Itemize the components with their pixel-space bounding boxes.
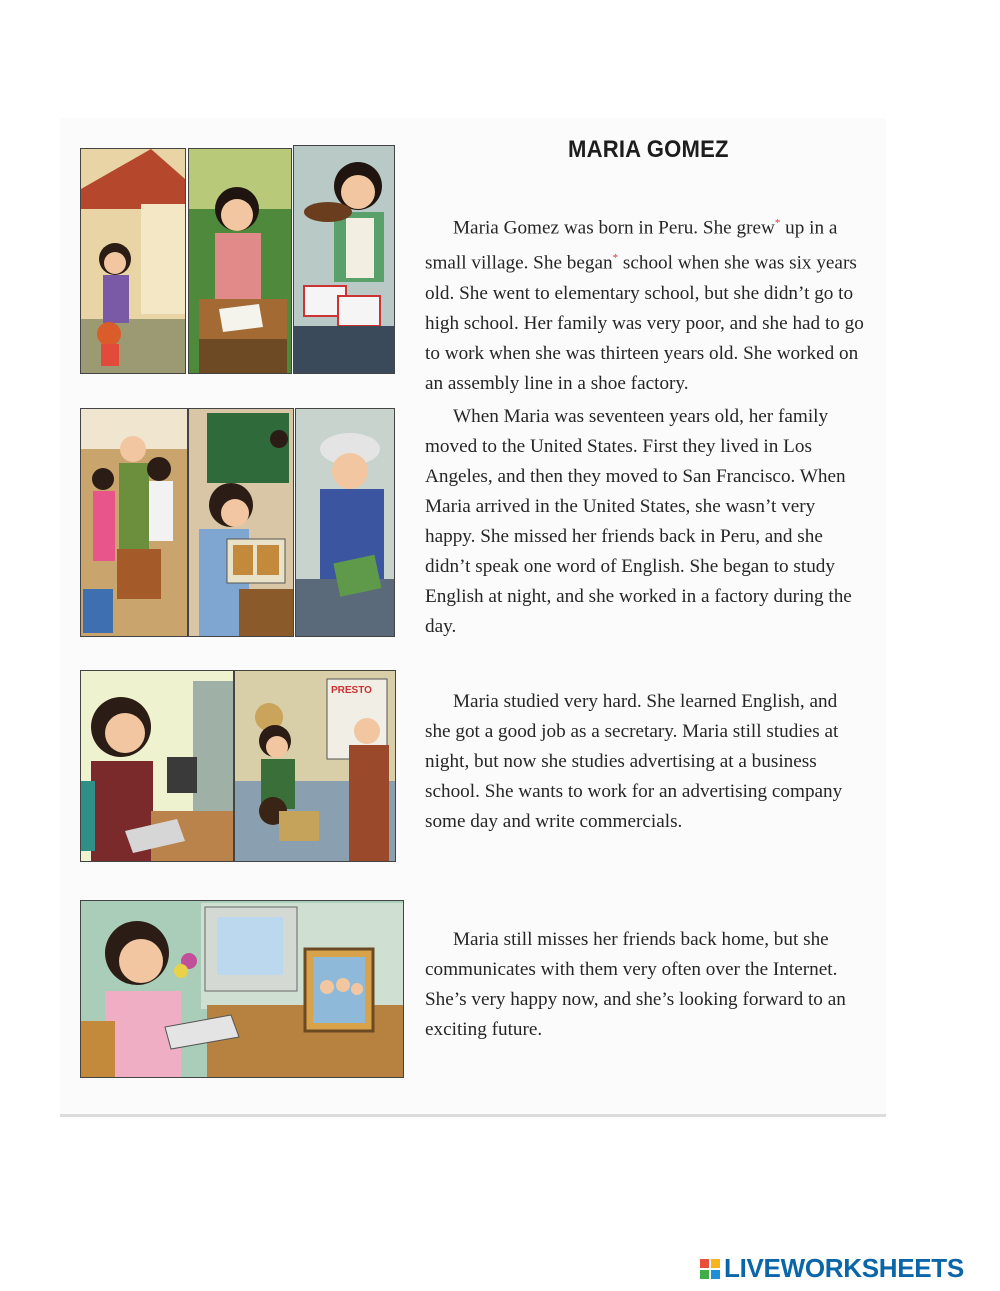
- illustration-shoe-factory: [293, 145, 395, 374]
- illustration-factory-worker: [295, 408, 395, 637]
- liveworksheets-logo[interactable]: [700, 1253, 964, 1284]
- illustration-english-class: [188, 408, 294, 637]
- illustration-secretary-job: [80, 670, 234, 862]
- illustration-family-moving: [80, 408, 188, 637]
- story-title: MARIA GOMEZ: [568, 136, 729, 163]
- illustration-village-childhood: [80, 148, 186, 374]
- illustration-elementary-school: [188, 148, 292, 374]
- logo-square-yellow: [711, 1259, 720, 1268]
- presto-sign-text: PRESTO: [331, 685, 372, 696]
- logo-square-red: [700, 1259, 709, 1268]
- paragraph-1: [425, 208, 865, 399]
- paragraph-4: Maria still misses her friends back home, but she communicates with them very often over the Internet. She’s very happy now, and she’s looking forward to an exciting future.: [425, 929, 846, 1040]
- liveworksheets-brand-text: LIVEWORKSHEETS: [724, 1253, 964, 1283]
- logo-square-blue: [711, 1270, 720, 1279]
- logo-square-green: [700, 1270, 709, 1279]
- paragraph-1-part-c: school when she was six years old. She went to elementary school, but she didn’t go to high school. Her family was very poor, and she had to go to work when she was thirteen years old. She worked on an assembly line in a shoe factory.: [425, 252, 864, 394]
- paragraph-2: When Maria was seventeen years old, her family moved to the United States. First they lived in Los Angeles, and then they moved to San Francisco. When Maria arrived in the United States, she wasn’t very happy. She missed her friends back in Peru, and she didn’t speak one word of English. She began to study English at night, and she worked in a factory during the day.: [425, 406, 852, 637]
- glossary-mark-grew: *: [774, 217, 781, 229]
- paragraph-3: Maria studied very hard. She learned English, and she got a good job as a secretary. Maria still studies at night, but now she studies advertising at a business school. She wants to work for an advertising company some day and write commercials.: [425, 691, 843, 832]
- glossary-mark-began: *: [612, 252, 619, 265]
- illustration-business-school: [234, 670, 396, 862]
- paragraph-1-part-a: Maria Gomez was born in Peru. She grew: [453, 217, 775, 239]
- illustration-computer-internet: [80, 900, 404, 1078]
- liveworksheets-logo-icon: [700, 1259, 720, 1279]
- paragraph-1-part-b: up in a small village. She began: [425, 217, 838, 274]
